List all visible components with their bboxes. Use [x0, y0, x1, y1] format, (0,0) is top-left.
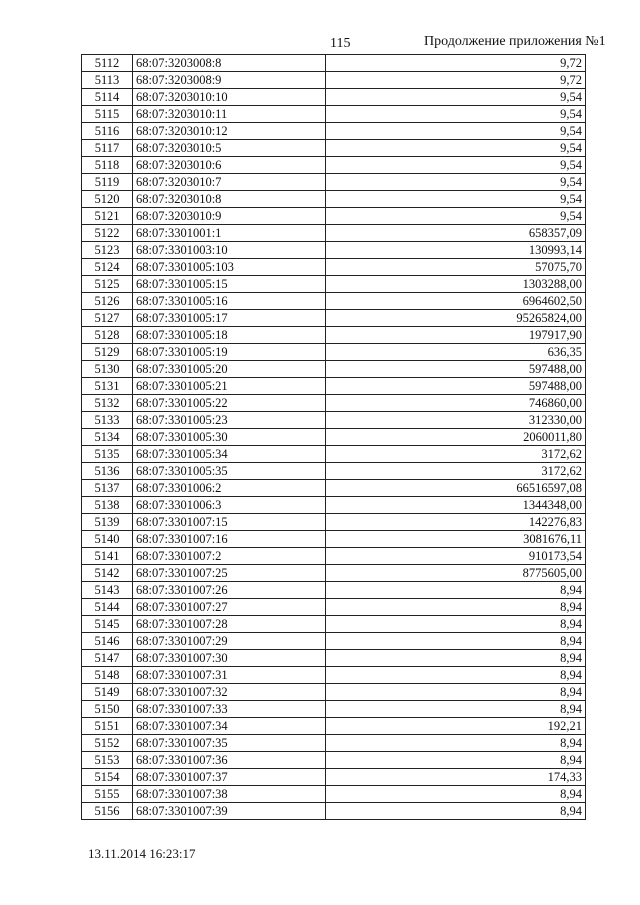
cadastral-number-cell: 68:07:3301007:28 [133, 616, 326, 633]
cadastral-number-cell: 68:07:3301007:31 [133, 667, 326, 684]
table-row [82, 786, 586, 803]
cadastral-value-cell: 9,54 [326, 174, 586, 191]
cadastral-value-cell: 3172,62 [326, 463, 586, 480]
row-number-cell: 5152 [82, 735, 133, 752]
cadastral-value-cell: 8,94 [326, 633, 586, 650]
table-row [82, 310, 586, 327]
page-number: 115 [330, 36, 351, 51]
cadastral-value-cell: 9,54 [326, 106, 586, 123]
table-row [82, 344, 586, 361]
cadastral-value-cell: 597488,00 [326, 378, 586, 395]
row-number-cell: 5145 [82, 616, 133, 633]
table-row [82, 395, 586, 412]
row-number-cell: 5124 [82, 259, 133, 276]
row-number-cell: 5135 [82, 446, 133, 463]
cadastral-number-cell: 68:07:3301007:26 [133, 582, 326, 599]
table-body [82, 55, 586, 820]
table-row [82, 752, 586, 769]
cadastral-number-cell: 68:07:3301007:35 [133, 735, 326, 752]
cadastral-value-cell: 2060011,80 [326, 429, 586, 446]
cadastral-number-cell: 68:07:3301007:27 [133, 599, 326, 616]
table-row [82, 191, 586, 208]
row-number-cell: 5120 [82, 191, 133, 208]
table-row [82, 616, 586, 633]
table-row [82, 701, 586, 718]
table-row [82, 582, 586, 599]
cadastral-value-cell: 197917,90 [326, 327, 586, 344]
table-row [82, 633, 586, 650]
row-number-cell: 5136 [82, 463, 133, 480]
cadastral-value-cell: 9,54 [326, 123, 586, 140]
table-row [82, 72, 586, 89]
row-number-cell: 5125 [82, 276, 133, 293]
cadastral-value-cell: 312330,00 [326, 412, 586, 429]
row-number-cell: 5134 [82, 429, 133, 446]
cadastral-number-cell: 68:07:3301005:22 [133, 395, 326, 412]
table-row [82, 378, 586, 395]
row-number-cell: 5138 [82, 497, 133, 514]
cadastral-number-cell: 68:07:3301007:29 [133, 633, 326, 650]
cadastral-number-cell: 68:07:3203010:7 [133, 174, 326, 191]
cadastral-number-cell: 68:07:3301007:34 [133, 718, 326, 735]
row-number-cell: 5139 [82, 514, 133, 531]
row-number-cell: 5150 [82, 701, 133, 718]
cadastral-number-cell: 68:07:3301007:30 [133, 650, 326, 667]
cadastral-value-cell: 8,94 [326, 752, 586, 769]
table-row [82, 599, 586, 616]
table-row [82, 718, 586, 735]
cadastral-value-cell: 3081676,11 [326, 531, 586, 548]
cadastral-number-cell: 68:07:3203010:9 [133, 208, 326, 225]
cadastral-value-cell: 8,94 [326, 701, 586, 718]
table-row [82, 667, 586, 684]
cadastral-value-cell: 8,94 [326, 582, 586, 599]
cadastral-value-cell: 9,72 [326, 72, 586, 89]
table-row [82, 514, 586, 531]
row-number-cell: 5133 [82, 412, 133, 429]
table-row [82, 276, 586, 293]
cadastral-number-cell: 68:07:3203008:9 [133, 72, 326, 89]
row-number-cell: 5149 [82, 684, 133, 701]
table-row [82, 446, 586, 463]
cadastral-number-cell: 68:07:3301005:30 [133, 429, 326, 446]
cadastral-value-cell: 1344348,00 [326, 497, 586, 514]
row-number-cell: 5144 [82, 599, 133, 616]
cadastral-value-cell: 9,54 [326, 140, 586, 157]
table-row [82, 242, 586, 259]
table-row [82, 684, 586, 701]
cadastral-number-cell: 68:07:3301007:36 [133, 752, 326, 769]
table-row [82, 293, 586, 310]
cadastral-value-cell: 192,21 [326, 718, 586, 735]
cadastral-number-cell: 68:07:3301005:18 [133, 327, 326, 344]
table-row [82, 123, 586, 140]
row-number-cell: 5127 [82, 310, 133, 327]
cadastral-value-cell: 8,94 [326, 667, 586, 684]
row-number-cell: 5113 [82, 72, 133, 89]
row-number-cell: 5154 [82, 769, 133, 786]
row-number-cell: 5156 [82, 803, 133, 820]
cadastral-value-cell: 597488,00 [326, 361, 586, 378]
cadastral-number-cell: 68:07:3301005:16 [133, 293, 326, 310]
cadastral-value-cell: 6964602,50 [326, 293, 586, 310]
row-number-cell: 5155 [82, 786, 133, 803]
row-number-cell: 5146 [82, 633, 133, 650]
cadastral-value-table [81, 54, 586, 820]
cadastral-number-cell: 68:07:3301005:23 [133, 412, 326, 429]
cadastral-value-cell: 8,94 [326, 599, 586, 616]
cadastral-value-cell: 66516597,08 [326, 480, 586, 497]
cadastral-number-cell: 68:07:3301005:35 [133, 463, 326, 480]
row-number-cell: 5147 [82, 650, 133, 667]
cadastral-number-cell: 68:07:3203010:8 [133, 191, 326, 208]
cadastral-number-cell: 68:07:3203010:6 [133, 157, 326, 174]
row-number-cell: 5119 [82, 174, 133, 191]
table-row [82, 225, 586, 242]
cadastral-number-cell: 68:07:3301005:17 [133, 310, 326, 327]
row-number-cell: 5114 [82, 89, 133, 106]
row-number-cell: 5122 [82, 225, 133, 242]
cadastral-value-cell: 9,72 [326, 55, 586, 72]
cadastral-value-cell: 746860,00 [326, 395, 586, 412]
row-number-cell: 5141 [82, 548, 133, 565]
cadastral-value-cell: 95265824,00 [326, 310, 586, 327]
cadastral-value-cell: 57075,70 [326, 259, 586, 276]
cadastral-value-cell: 910173,54 [326, 548, 586, 565]
row-number-cell: 5118 [82, 157, 133, 174]
table-row [82, 548, 586, 565]
cadastral-number-cell: 68:07:3301006:3 [133, 497, 326, 514]
cadastral-value-cell: 8,94 [326, 803, 586, 820]
cadastral-number-cell: 68:07:3301005:21 [133, 378, 326, 395]
cadastral-number-cell: 68:07:3301007:32 [133, 684, 326, 701]
table-row [82, 259, 586, 276]
cadastral-number-cell: 68:07:3301007:15 [133, 514, 326, 531]
cadastral-value-cell: 9,54 [326, 89, 586, 106]
cadastral-value-cell: 9,54 [326, 191, 586, 208]
table-row [82, 769, 586, 786]
cadastral-number-cell: 68:07:3301007:33 [133, 701, 326, 718]
cadastral-number-cell: 68:07:3301007:25 [133, 565, 326, 582]
row-number-cell: 5115 [82, 106, 133, 123]
row-number-cell: 5129 [82, 344, 133, 361]
row-number-cell: 5151 [82, 718, 133, 735]
table-row [82, 140, 586, 157]
row-number-cell: 5128 [82, 327, 133, 344]
row-number-cell: 5148 [82, 667, 133, 684]
table-row [82, 531, 586, 548]
table-row [82, 55, 586, 72]
cadastral-value-cell: 3172,62 [326, 446, 586, 463]
table-row [82, 565, 586, 582]
row-number-cell: 5143 [82, 582, 133, 599]
cadastral-number-cell: 68:07:3301001:1 [133, 225, 326, 242]
cadastral-value-cell: 636,35 [326, 344, 586, 361]
cadastral-number-cell: 68:07:3301005:20 [133, 361, 326, 378]
cadastral-value-cell: 130993,14 [326, 242, 586, 259]
row-number-cell: 5131 [82, 378, 133, 395]
cadastral-value-cell: 658357,09 [326, 225, 586, 242]
row-number-cell: 5117 [82, 140, 133, 157]
cadastral-number-cell: 68:07:3301007:38 [133, 786, 326, 803]
row-number-cell: 5132 [82, 395, 133, 412]
cadastral-value-cell: 9,54 [326, 157, 586, 174]
table-row [82, 429, 586, 446]
table-row [82, 463, 586, 480]
row-number-cell: 5137 [82, 480, 133, 497]
table-row [82, 480, 586, 497]
cadastral-value-cell: 8,94 [326, 650, 586, 667]
cadastral-number-cell: 68:07:3203010:11 [133, 106, 326, 123]
table-row [82, 735, 586, 752]
row-number-cell: 5142 [82, 565, 133, 582]
row-number-cell: 5116 [82, 123, 133, 140]
cadastral-value-cell: 8,94 [326, 616, 586, 633]
footer-timestamp: 13.11.2014 16:23:17 [88, 846, 196, 861]
table-row [82, 106, 586, 123]
table-row [82, 327, 586, 344]
cadastral-value-cell: 8,94 [326, 735, 586, 752]
table-row [82, 361, 586, 378]
cadastral-number-cell: 68:07:3301007:2 [133, 548, 326, 565]
cadastral-number-cell: 68:07:3301005:103 [133, 259, 326, 276]
appendix-title: Продолжение приложения №1 [424, 34, 606, 49]
row-number-cell: 5130 [82, 361, 133, 378]
cadastral-number-cell: 68:07:3301007:39 [133, 803, 326, 820]
table-row [82, 497, 586, 514]
row-number-cell: 5121 [82, 208, 133, 225]
row-number-cell: 5153 [82, 752, 133, 769]
cadastral-value-cell: 8,94 [326, 786, 586, 803]
cadastral-value-cell: 142276,83 [326, 514, 586, 531]
cadastral-number-cell: 68:07:3203008:8 [133, 55, 326, 72]
cadastral-number-cell: 68:07:3301005:15 [133, 276, 326, 293]
cadastral-number-cell: 68:07:3301005:34 [133, 446, 326, 463]
row-number-cell: 5123 [82, 242, 133, 259]
cadastral-number-cell: 68:07:3301007:16 [133, 531, 326, 548]
table-row [82, 650, 586, 667]
cadastral-value-cell: 9,54 [326, 208, 586, 225]
table-row [82, 89, 586, 106]
row-number-cell: 5112 [82, 55, 133, 72]
table-row [82, 157, 586, 174]
row-number-cell: 5126 [82, 293, 133, 310]
cadastral-number-cell: 68:07:3203010:12 [133, 123, 326, 140]
cadastral-value-cell: 1303288,00 [326, 276, 586, 293]
table-row [82, 803, 586, 820]
table-row [82, 412, 586, 429]
table-row [82, 174, 586, 191]
cadastral-number-cell: 68:07:3301005:19 [133, 344, 326, 361]
table-row [82, 208, 586, 225]
cadastral-number-cell: 68:07:3301003:10 [133, 242, 326, 259]
cadastral-number-cell: 68:07:3301007:37 [133, 769, 326, 786]
row-number-cell: 5140 [82, 531, 133, 548]
cadastral-value-cell: 8775605,00 [326, 565, 586, 582]
cadastral-number-cell: 68:07:3203010:5 [133, 140, 326, 157]
cadastral-number-cell: 68:07:3301006:2 [133, 480, 326, 497]
cadastral-number-cell: 68:07:3203010:10 [133, 89, 326, 106]
cadastral-value-cell: 174,33 [326, 769, 586, 786]
cadastral-value-cell: 8,94 [326, 684, 586, 701]
